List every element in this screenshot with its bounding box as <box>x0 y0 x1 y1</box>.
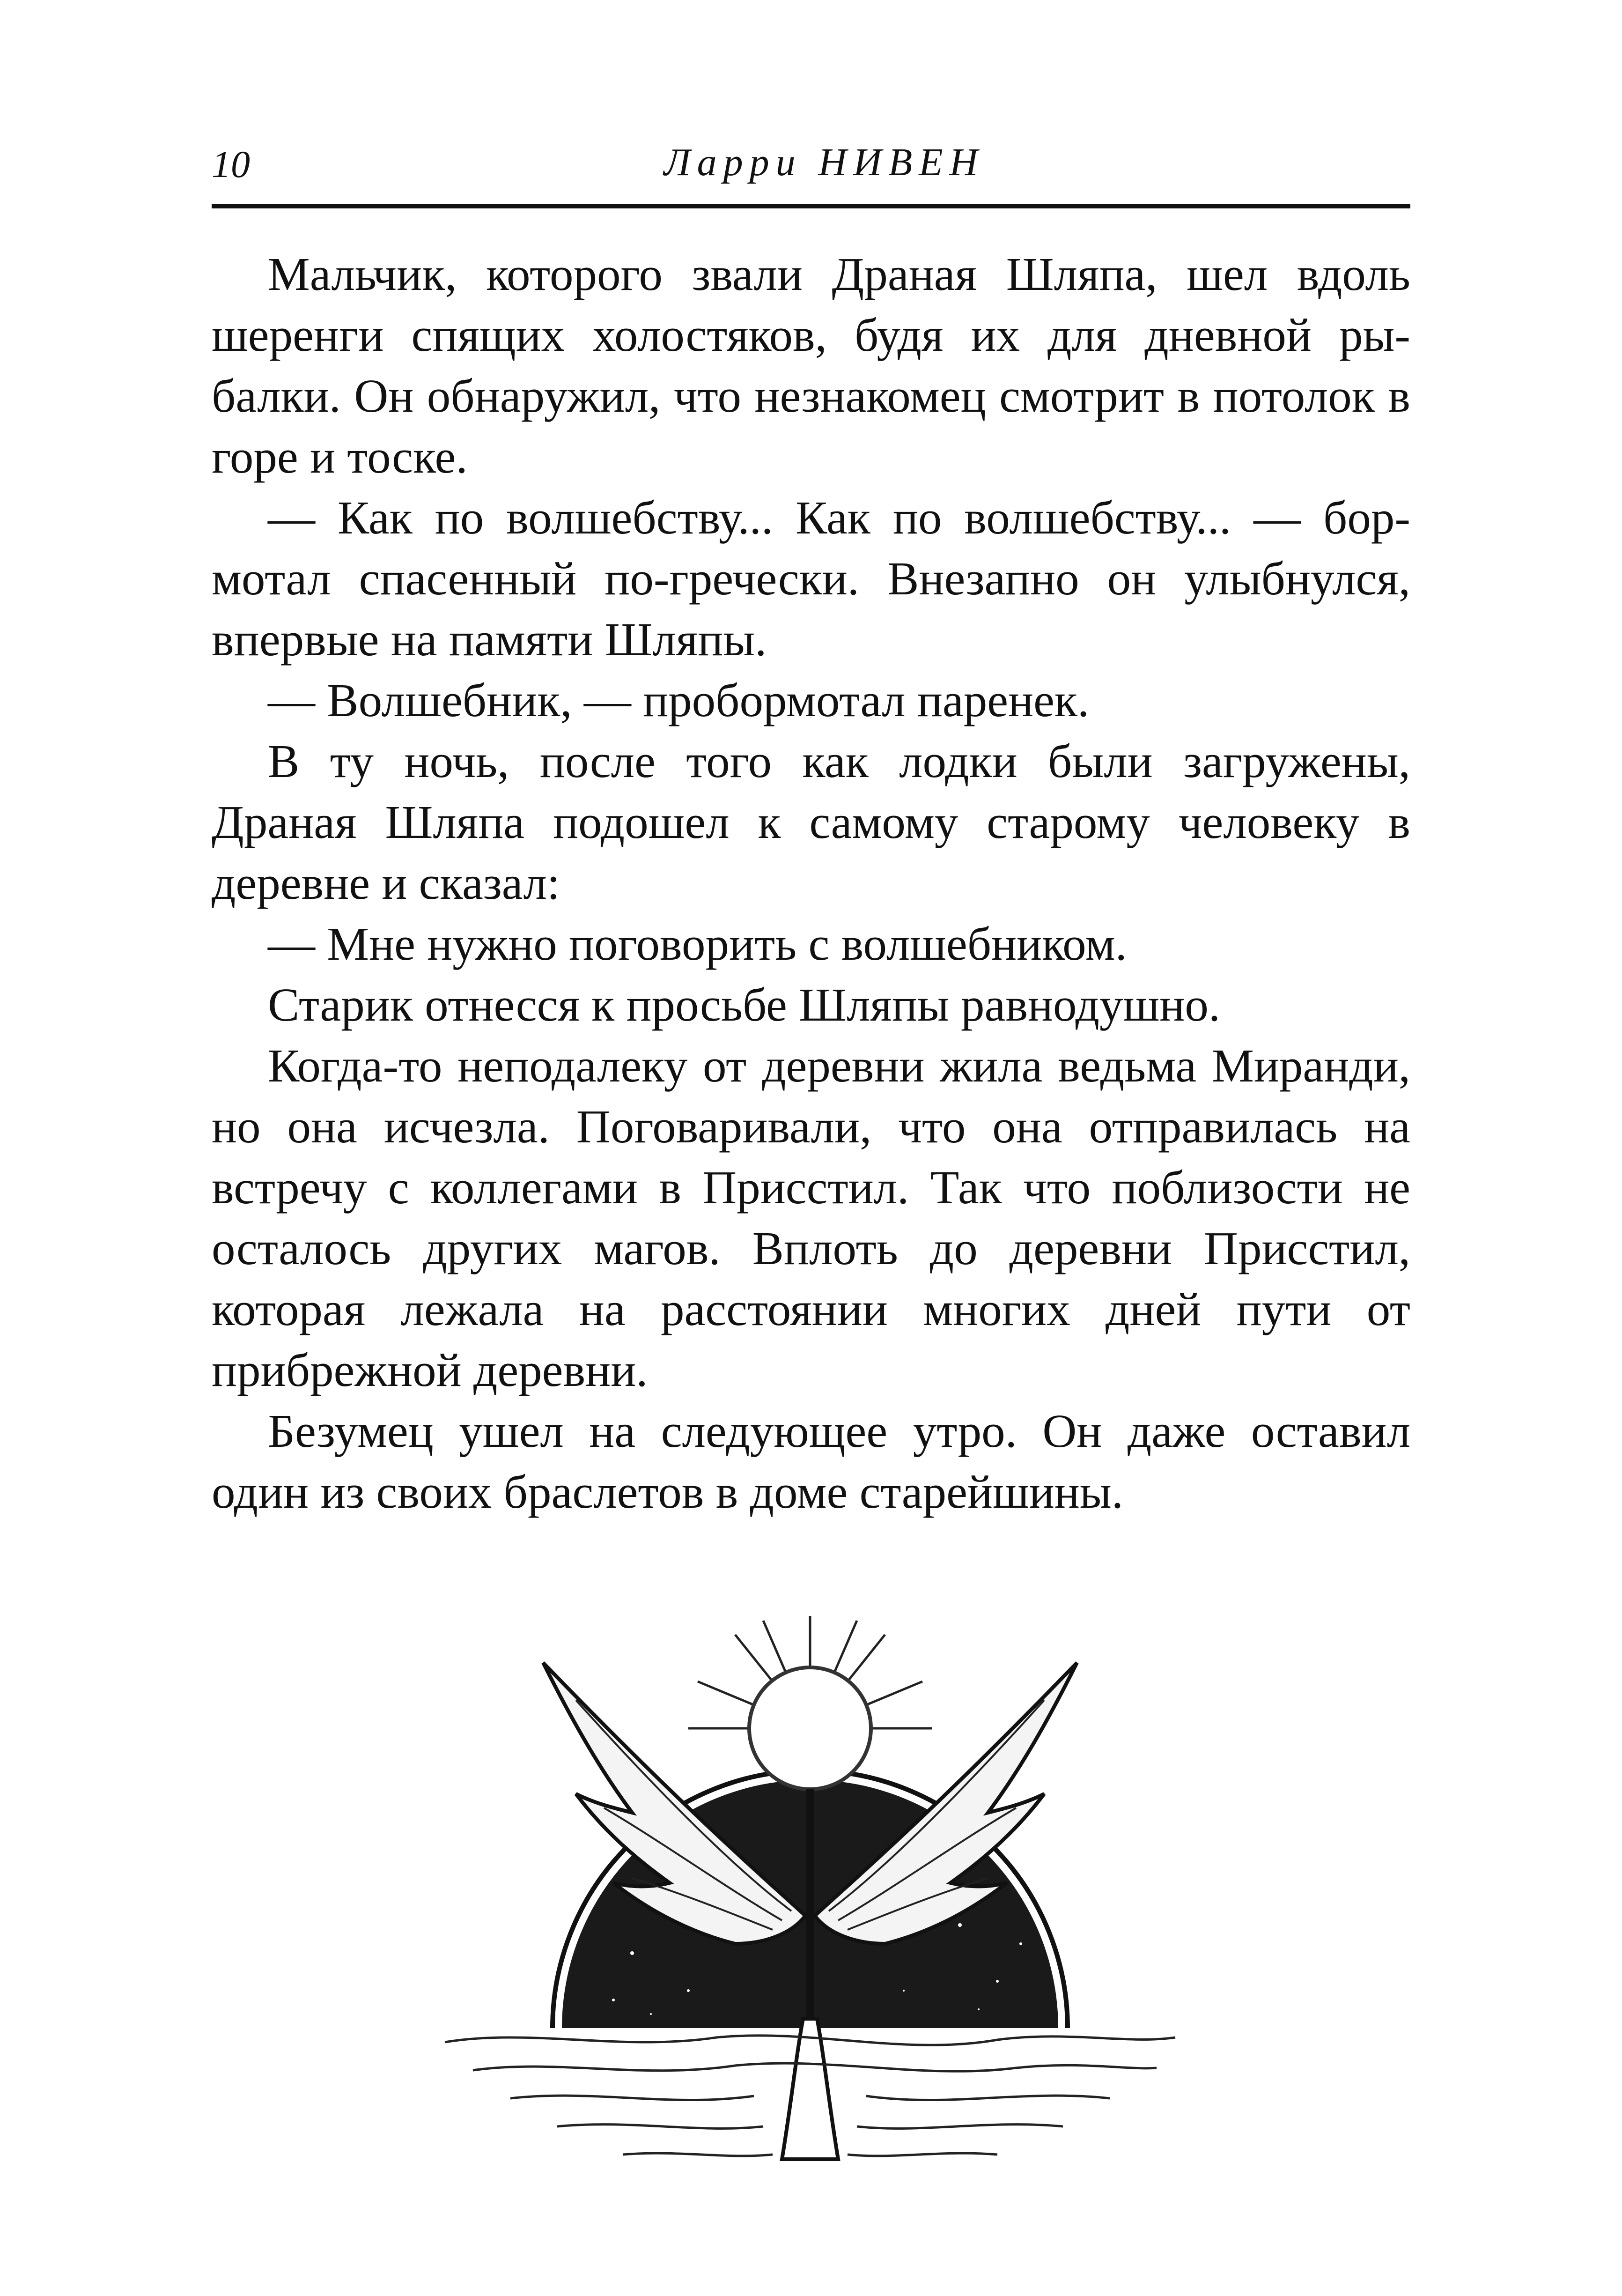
paragraph: — Мне нужно поговорить с волшебником. <box>268 918 1127 970</box>
paragraph: Когда-то неподалеку от деревни жила ведьма Миранди, но она исчезла. Поговаривали, что она отправилась на встречу с коллегами в Присстил. Так что поблизости не осталось других магов. Вплоть до деревни Присстил, которая лежала на расстоянии многих дней пути от прибрежной деревни. <box>212 1039 1410 1396</box>
paragraph: В ту ночь, после того как лодки были загружены, Драная Шляпа подошел к самому старому человеку в деревне и сказал: <box>212 735 1410 909</box>
winged-figure-sun-illustration-icon <box>435 1607 1185 2183</box>
paragraph: Старик отнесся к просьбе Шляпы равнодушно. <box>268 978 1221 1031</box>
paragraph: Мальчик, которого звали Драная Шляпа, шел вдоль шеренги спящих холостяков, будя их для дневной рыбалки. Он обнаружил, что незнакомец смотрит в потолок в горе и тоске. <box>212 248 1410 483</box>
page-number: 10 <box>212 143 250 185</box>
header-rule <box>212 204 1410 208</box>
paragraph: — Как по волшебству... Как по волшебству... — бормотал спасенный по-гречески. Внезапно он улыбнулся, впервые на памяти Шляпы. <box>212 491 1410 666</box>
paragraph: — Волшебник, — пробормотал паренек. <box>268 674 1090 726</box>
paragraph: Безумец ушел на следующее утро. Он даже оставил один из своих браслетов в доме старейшины. <box>212 1405 1410 1518</box>
body-text <box>212 244 1410 1522</box>
running-title: Ларри НИВЕН <box>664 141 985 184</box>
